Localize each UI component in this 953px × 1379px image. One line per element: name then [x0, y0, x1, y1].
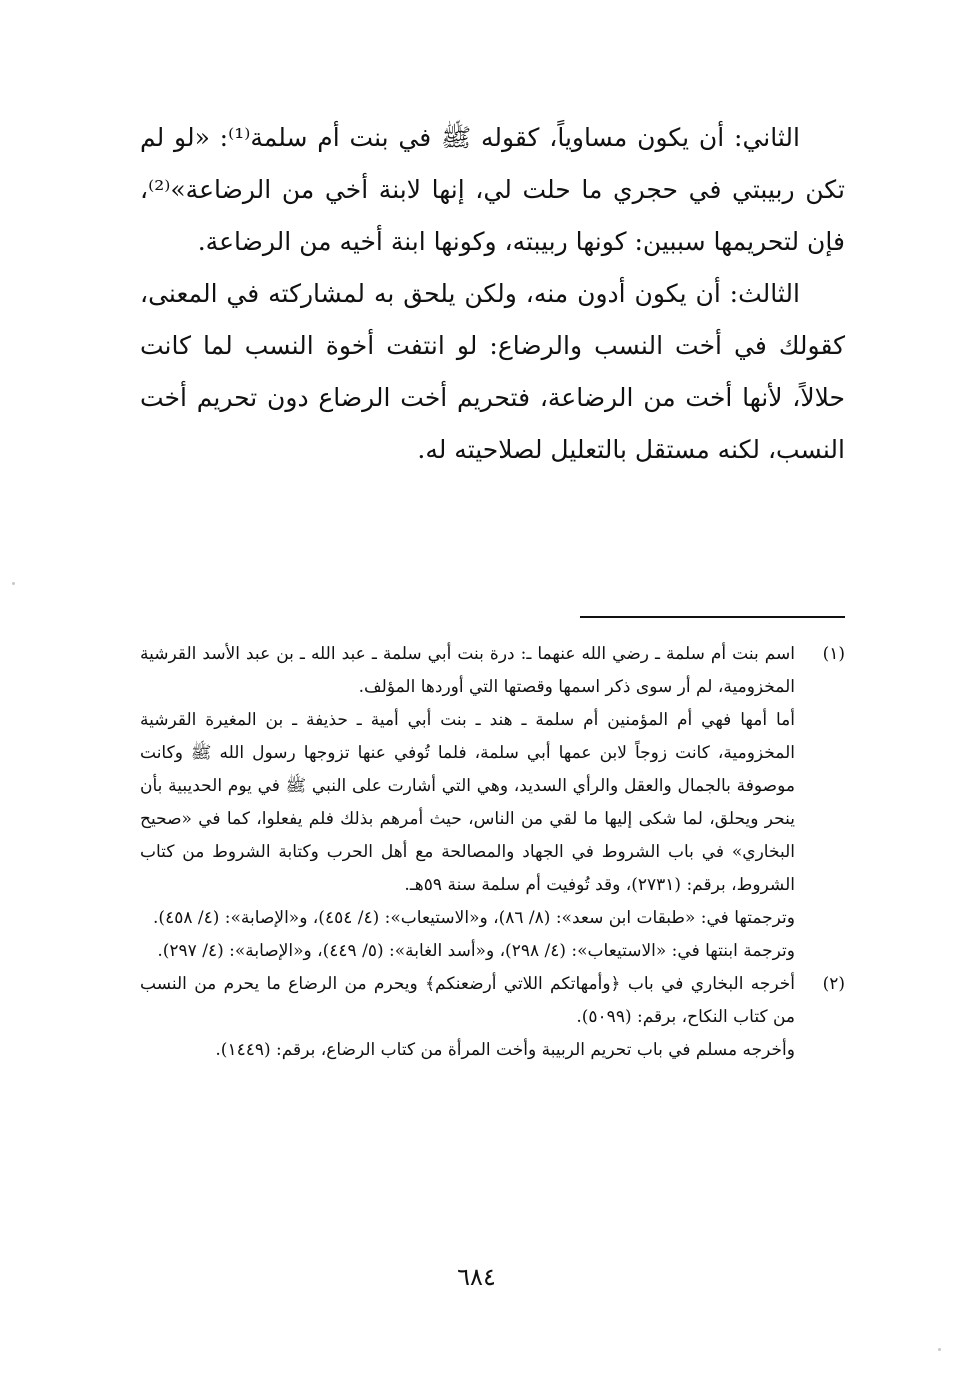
footnote-paragraph: أما أمها فهي أم المؤمنين أم سلمة ـ هند ـ بنت أبي أمية ـ حذيفة ـ بن المغيرة القرشية المخزومية، كانت زوجاً لابن عمها أبي سلمة، فلما تُوفي عنها تزوجها رسول الله ﷺ وكانت موصوفة بالجمال والعقل والرأي السديد، وهي التي أشارت على النبي ﷺ في يوم الحديبية بأن ينحر ويحلق، لما شكى إليها ما لقي من الناس، حيث أمرهم بذلك فلم يفعلوا، كما في «صحيح البخاري» في باب الشروط في الجهاد والمصالحة مع أهل الحرب وكتابة الشروط من كتاب الشروط، برقم: (٢٧٣١)، وقد تُوفيت أم سلمة سنة ٥٩هـ.: [140, 710, 795, 895]
footnote-number: (٢): [822, 974, 845, 994]
footnote-separator: [580, 616, 845, 618]
footnote-2: [140, 968, 845, 1067]
scan-speck: [12, 582, 15, 585]
main-text-body: [140, 112, 845, 476]
footnote-number: (١): [822, 644, 845, 664]
footnote-1: [140, 638, 845, 968]
footnotes-section: [140, 638, 845, 1067]
footnote-paragraph: أخرجه البخاري في باب ﴿وأمهاتكم اللاتي أرضعنكم﴾ ويحرم من الرضاع ما يحرم من النسب من كتاب النكاح، برقم: (٥٠٩٩).: [140, 974, 795, 1027]
page-number: ٦٨٤: [457, 1263, 496, 1291]
scan-speck: [938, 1348, 941, 1351]
footnote-paragraph: وترجمة ابنتها في: «الاستيعاب»: (٤/ ٢٩٨)، و«أسد الغابة»: (٥/ ٤٤٩)، و«الإصابة»: (٤/ ٢٩٧).: [157, 941, 795, 961]
main-paragraph: الثالث: أن يكون أدون منه، ولكن يلحق به لمشاركته في المعنى، كقولك في أخت النسب والرضاع: لو انتفت أخوة النسب لما كانت حلالاً، لأنها أخت من الرضاعة، فتحريم أخت الرضاع دون تحريم أخت النسب، لكنه مستقل بالتعليل لصلاحيته له.: [140, 279, 845, 464]
footnote-paragraph: اسم بنت أم سلمة ـ رضي الله عنهما ـ: درة بنت أبي سلمة ـ عبد الله ـ بن عبد الأسد القرشية المخزومية، لم أر سوى ذكر اسمها وقصتها التي أوردها المؤلف.: [140, 644, 796, 697]
footnote-paragraph: وترجمتها في: «طبقات ابن سعد»: (٨/ ٨٦)، و«الاستيعاب»: (٤/ ٤٥٤)، و«الإصابة»: (٤/ ٤٥٨).: [153, 908, 795, 928]
main-paragraph: الثاني: أن يكون مساوياً، كقوله ﷺ في بنت أم سلمة⁽¹⁾: «لو لم تكن ربيبتي في حجري ما حلت لي، إنها لابنة أخي من الرضاعة»⁽²⁾، فإن لتحريمها سببين: كونها ربيبته، وكونها ابنة أخيه من الرضاعة.: [140, 123, 845, 256]
footnote-paragraph: وأخرجه مسلم في باب تحريم الربيبة وأخت المرأة من كتاب الرضاع، برقم: (١٤٤٩).: [215, 1040, 795, 1060]
